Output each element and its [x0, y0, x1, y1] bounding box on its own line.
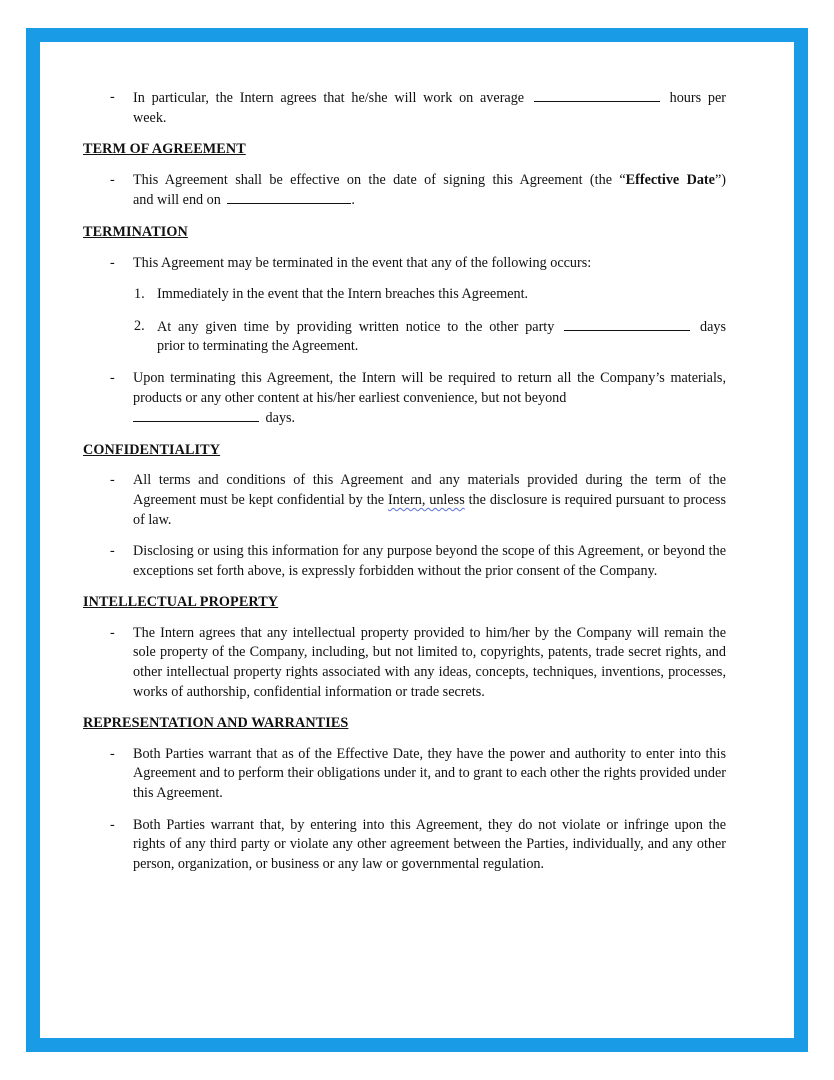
item-number: 1. — [134, 286, 145, 303]
return-text-b: days. — [265, 410, 296, 427]
hours-text-a: In particular, the Intern agrees that he/she will work on average — [133, 90, 525, 106]
hours-line-1 — [133, 88, 726, 109]
reps-heading: REPRESENTATION AND WARRANTIES — [83, 715, 349, 732]
bullet-dash: - — [110, 369, 115, 386]
item-2-line-2: prior to terminating the Agreement. — [157, 338, 359, 355]
confidentiality-clause-2 — [82, 542, 726, 581]
bullet-dash: - — [110, 624, 115, 641]
termination-item-2 — [82, 317, 726, 357]
term-line-2 — [133, 190, 726, 211]
return-text-a: Upon terminating this Agreement, the Intern will be required to return all the Company’s materials, products or any other content at his/her earliest convenience, but not beyond — [133, 369, 726, 406]
termination-intro-text: This Agreement may be terminated in the event that any of the following occurs: — [133, 254, 592, 271]
return-clause — [82, 369, 726, 429]
termination-heading: TERMINATION — [83, 223, 188, 240]
reps-text-2: Both Parties warrant that, by entering into this Agreement, they do not violate or infringe upon the rights of any third party or violate any other agreement between the Parties, individually, and any other person, organization, or business or any law or governmental regulation. — [133, 816, 726, 872]
ip-heading: INTELLECTUAL PROPERTY — [83, 594, 279, 611]
confidentiality-text-a: All terms and conditions of this Agreement and any materials provided during the term of the Agreement must be kept confidential by the — [133, 472, 726, 508]
term-text-c: and will end on — [133, 192, 221, 209]
bullet-dash: - — [110, 254, 115, 271]
term-line-1 — [133, 171, 726, 191]
return-line-last — [133, 408, 726, 429]
bullet-dash: - — [110, 89, 115, 105]
item-2-text-a: At any given time by providing written notice to the other party — [157, 318, 555, 335]
term-text-d: . — [351, 192, 355, 209]
hours-clause — [82, 88, 726, 128]
confidentiality-text-b: the disclosure is required pursuant to process of law. — [133, 491, 726, 528]
term-clause — [82, 171, 726, 211]
bullet-dash: - — [110, 745, 115, 762]
hours-text-b: hours per — [669, 90, 726, 106]
termination-intro — [82, 254, 726, 274]
ip-clause — [82, 624, 726, 702]
bullet-dash: - — [110, 816, 115, 833]
spellcheck-flagged-text: Intern, unless — [387, 491, 465, 508]
term-text-b: ”) — [714, 171, 726, 188]
bullet-dash: - — [110, 543, 115, 560]
end-date-blank[interactable] — [227, 190, 351, 204]
term-text-a: This Agreement shall be effective on the date of signing this Agreement (the “ — [133, 171, 626, 188]
item-number: 2. — [134, 317, 145, 334]
termination-item-1 — [82, 285, 726, 305]
confidentiality-text-2: Disclosing or using this information for any purpose beyond the scope of this Agreement, or beyond the exceptions set forth above, is expressly forbidden without the prior consent of the Company. — [133, 543, 726, 579]
term-heading: TERM OF AGREEMENT — [83, 141, 246, 158]
item-2-line-1 — [157, 317, 726, 338]
item-2-text-b: days — [700, 318, 727, 335]
return-days-blank[interactable] — [133, 408, 259, 422]
document-body — [82, 88, 726, 886]
ip-text: The Intern agrees that any intellectual property provided to him/her by the Company will remain the sole property of the Company, including, but not limited to, copyrights, patents, trade secret rights, and other intellectual property rights associated with any ideas, concepts, techniques, inventions, processes, works of authorship, confidential information or trade secrets. — [133, 624, 726, 700]
bullet-dash: - — [110, 171, 115, 188]
reps-clause-2 — [82, 816, 726, 875]
hours-line-2: week. — [133, 109, 167, 126]
notice-days-blank[interactable] — [564, 317, 690, 331]
reps-text-1: Both Parties warrant that as of the Effective Date, they have the power and authority to enter into this Agreement and to perform their obligations under it, and to grant to each other the rights provided under this Agreement. — [133, 745, 726, 802]
confidentiality-clause-1 — [82, 471, 726, 530]
effective-date-term: Effective Date — [625, 171, 715, 188]
item-1-text: Immediately in the event that the Intern breaches this Agreement. — [157, 286, 529, 303]
hours-blank[interactable] — [534, 88, 660, 102]
bullet-dash: - — [110, 472, 115, 489]
confidentiality-heading: CONFIDENTIALITY — [83, 441, 221, 458]
reps-clause-1 — [82, 745, 726, 804]
